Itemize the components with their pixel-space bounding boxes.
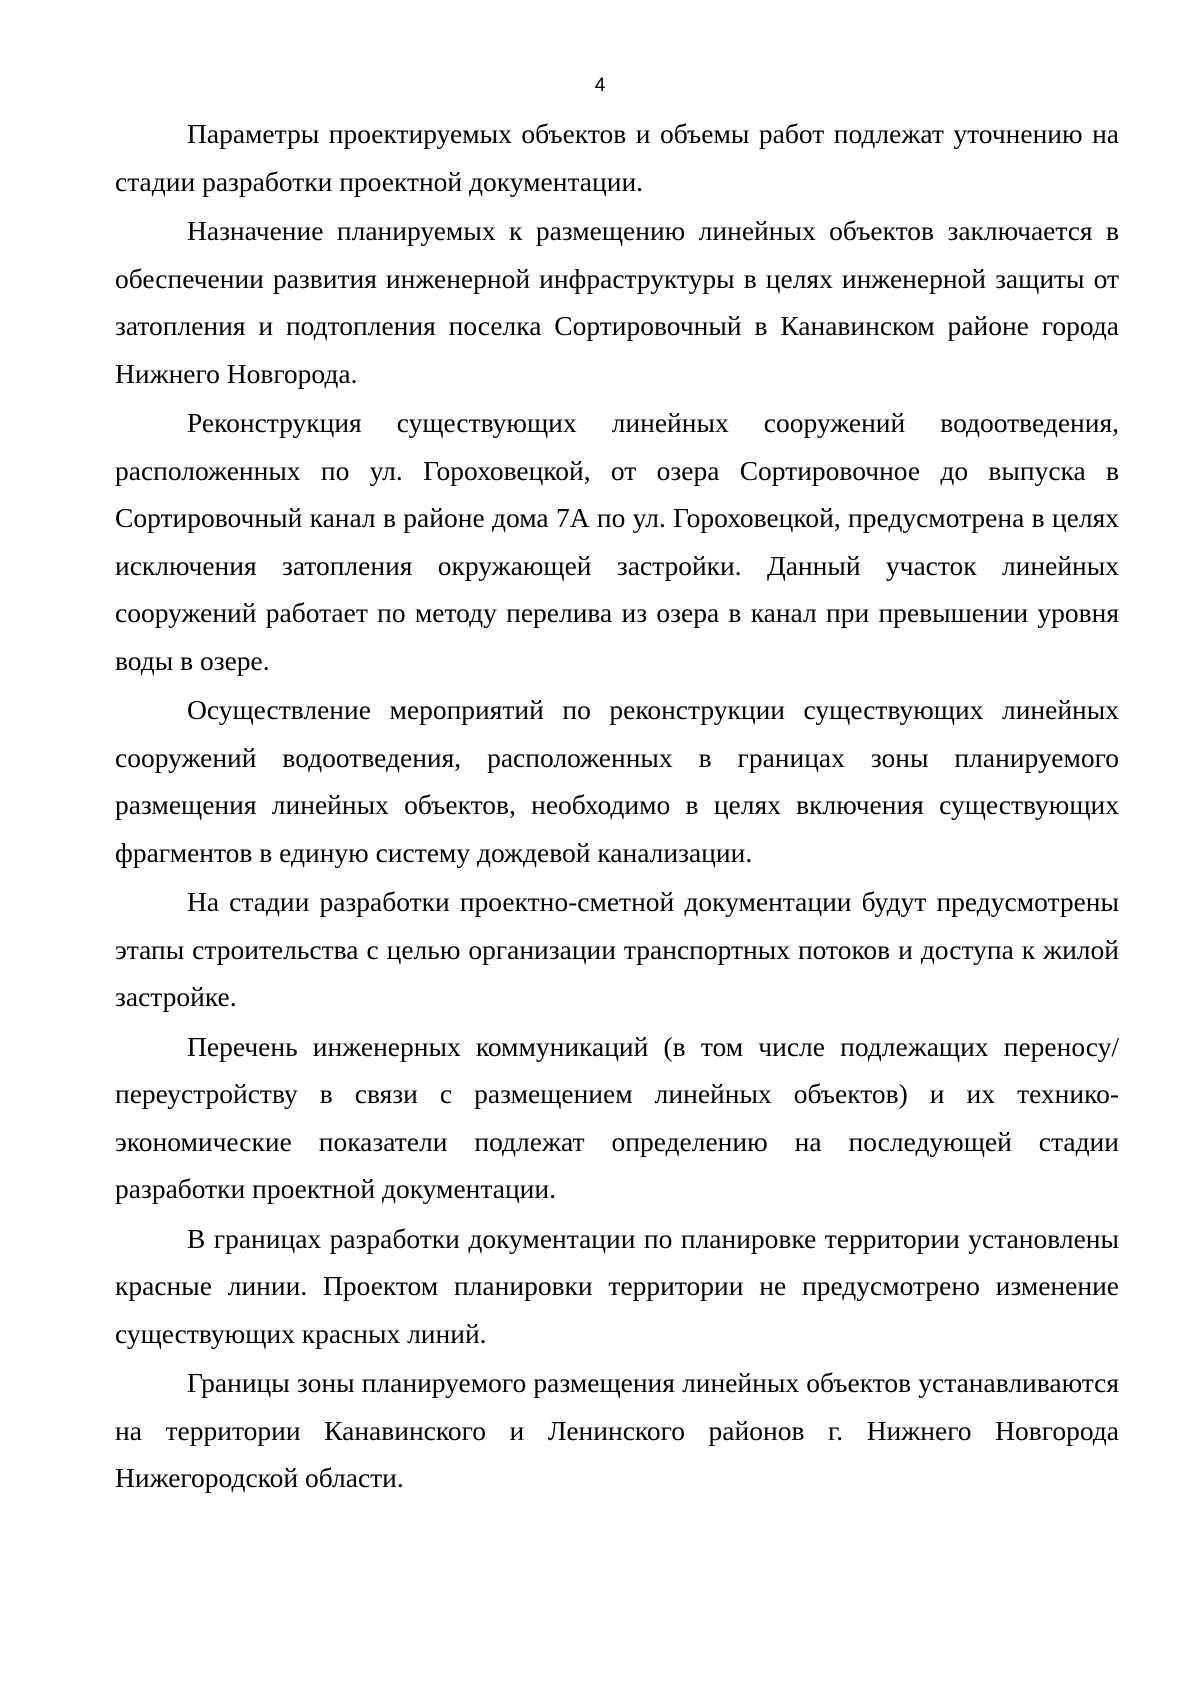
paragraph-2: Назначение планируемых к размещению линейных объектов заключается в обеспечении развития инженерной инфраструктуры в целях инженерной защиты от затопления и подтопления поселка Сортировочный в Канавинском районе города Нижнего Новгорода. <box>115 215 1119 389</box>
paragraph-1: Параметры проектируемых объектов и объемы работ подлежат уточнению на стадии разработки проектной документации. <box>115 118 1119 197</box>
document-body <box>115 110 1119 1504</box>
paragraph-5: На стадии разработки проектно-сметной документации будут предусмотрены этапы строительства с целью организации транспортных потоков и доступа к жилой застройке. <box>115 886 1119 1012</box>
paragraph-4: Осуществление мероприятий по реконструкции существующих линейных сооружений водоотведения, расположенных в границах зоны планируемого размещения линейных объектов, необходимо в целях включения существующих фрагментов в единую систему дождевой канализации. <box>115 694 1119 868</box>
paragraph-8: Границы зоны планируемого размещения линейных объектов устанавливаются на территории Канавинского и Ленинского районов г. Нижнего Новгорода Нижегородской области. <box>115 1367 1119 1493</box>
paragraph-3: Реконструкция существующих линейных сооружений водоотведения, расположенных по ул. Гороховецкой, от озера Сортировочное до выпуска в Сортировочный канал в районе дома 7А по ул. Гороховецкой, предусмотрена в целях исключения затопления окружающей застройки. Данный участок линейных сооружений работает по методу перелива из озера в канал при превышении уровня воды в озере. <box>115 407 1119 676</box>
paragraph-6: Перечень инженерных коммуникаций (в том числе подлежащих переносу/переустройству в связи с размещением линейных объектов) и их технико-экономические показатели подлежат определению на последующей стадии разработки проектной документации. <box>115 1030 1119 1204</box>
page-number: 4 <box>594 75 606 96</box>
paragraph-7: В границах разработки документации по планировке территории установлены красные линии. Проектом планировки территории не предусмотрено изменение существующих красных линий. <box>115 1222 1119 1349</box>
